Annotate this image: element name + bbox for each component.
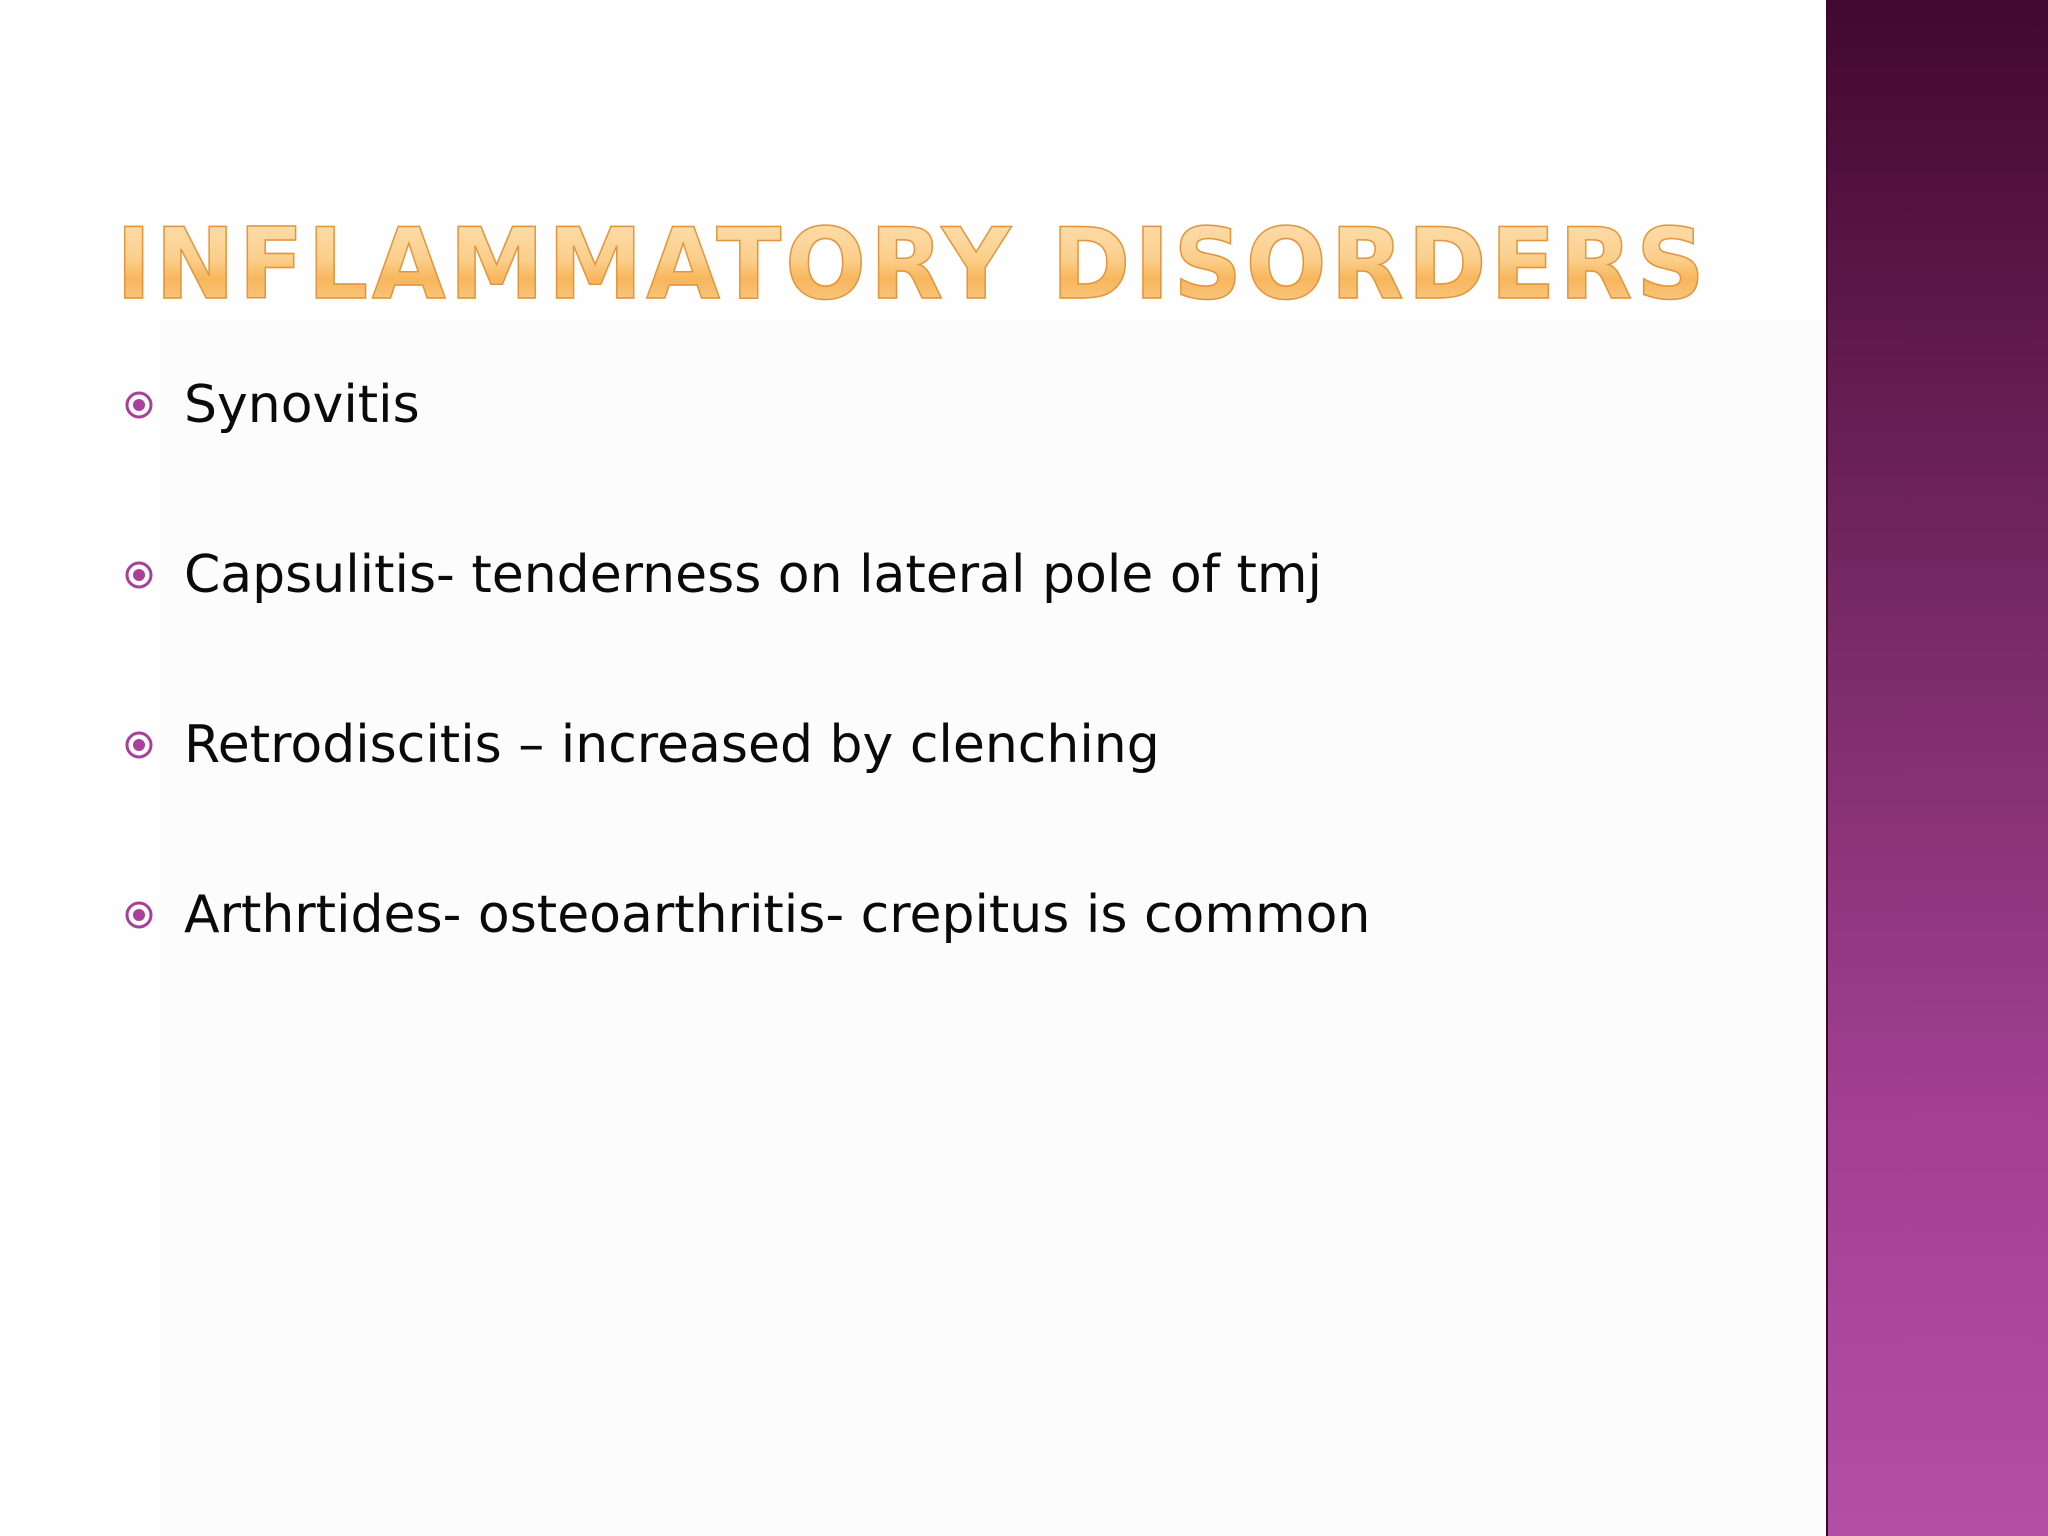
circled-dot-icon	[124, 370, 184, 440]
bullet-text: Synovitis	[184, 375, 420, 435]
decorative-side-bar	[1826, 0, 2048, 1536]
list-item	[124, 710, 1370, 880]
list-item	[124, 540, 1370, 710]
list-item	[124, 880, 1370, 1050]
bullet-list	[124, 370, 1370, 1050]
bullet-text: Arthrtides- osteoarthritis- crepitus is common	[184, 885, 1371, 945]
circled-dot-icon	[124, 880, 184, 950]
bullet-text: Retrodiscitis – increased by clenching	[184, 715, 1160, 775]
slide-title: INFLAMMATORY DISORDERS	[116, 205, 1709, 325]
circled-dot-icon	[124, 540, 184, 610]
circled-dot-icon	[124, 710, 184, 780]
bullet-text: Capsulitis- tenderness on lateral pole of tmj	[184, 545, 1322, 605]
list-item	[124, 370, 1370, 540]
